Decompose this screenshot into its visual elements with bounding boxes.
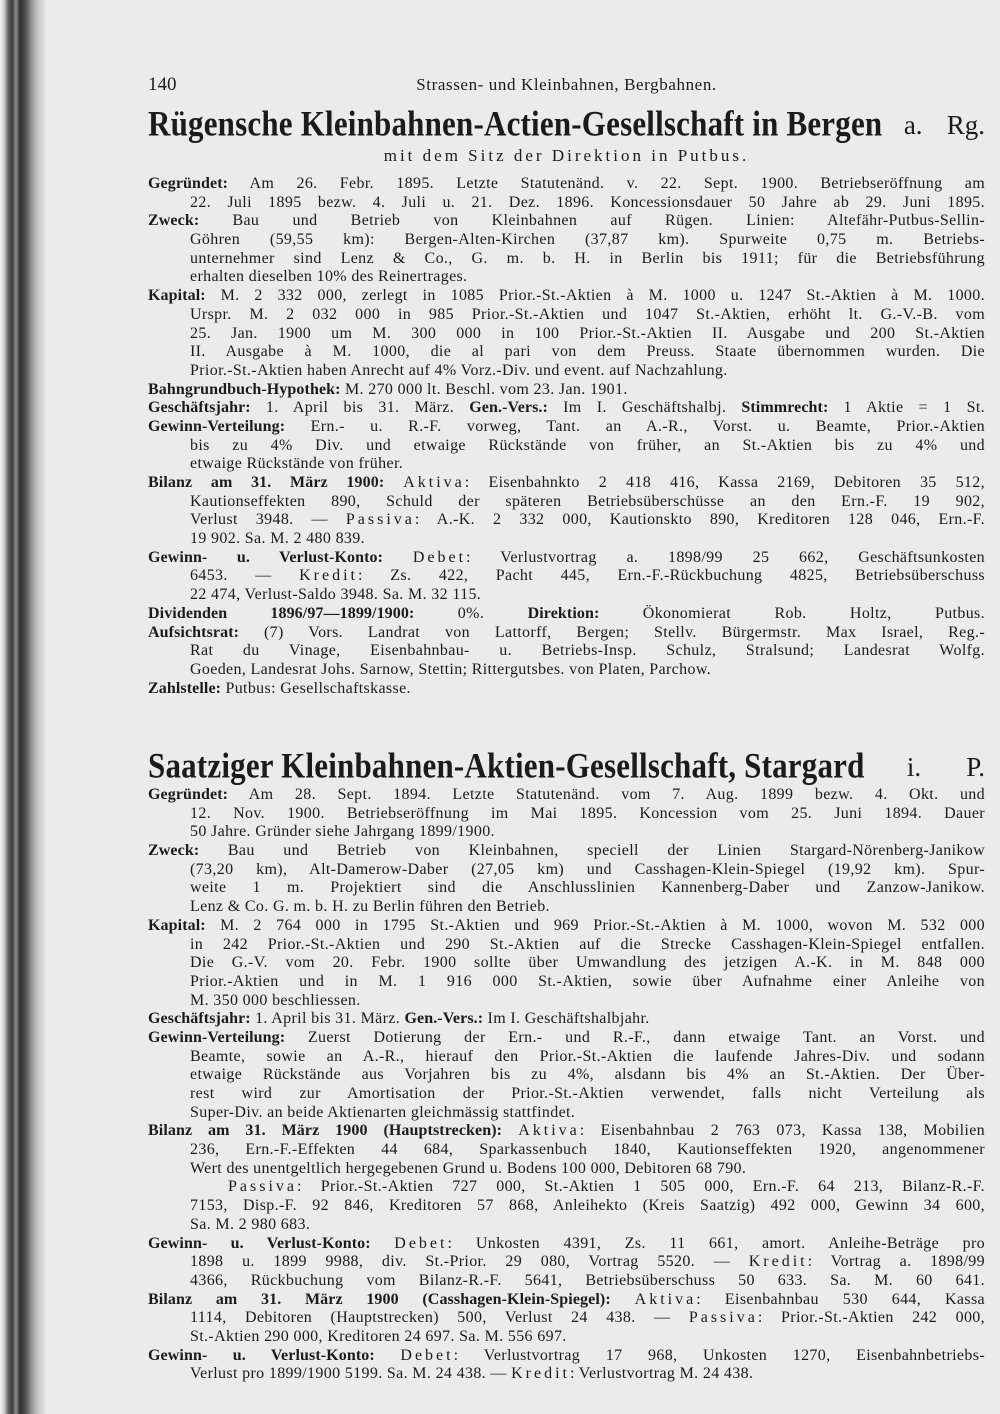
text-line — [148, 1235, 985, 1254]
entry — [148, 549, 985, 605]
entry — [148, 1291, 985, 1347]
text-line — [148, 1010, 985, 1029]
text-line — [148, 1309, 985, 1328]
entry-text — [371, 1235, 395, 1252]
text-line — [148, 1029, 985, 1048]
entry-label: Geschäftsjahr: — [148, 1010, 251, 1028]
entry — [148, 1122, 985, 1178]
section-body-ruegensche — [148, 175, 985, 698]
text-line: Rat du Vinage, Eisenbahnbau- u. Betriebs-Insp. Schulz, Stralsund; Landesrat Wolfg. — [190, 642, 985, 660]
entry — [148, 842, 985, 917]
text-line: etwaige Rückstände von früher. — [190, 455, 404, 473]
entry-label: Dividenden 1896/97—1899/1900: — [148, 604, 415, 622]
entry-text — [611, 1291, 635, 1308]
entry-text: : Eisenbahnbau 2 763 073, Kassa 138, Mobilien — [579, 1122, 985, 1140]
entry-label: Stimmrecht: — [741, 399, 829, 417]
spaced-heading: Passiva — [345, 511, 415, 529]
entry-text — [375, 1347, 401, 1364]
text-line: 25. Jan. 1900 um M. 300 000 in 100 Prior.-St.-Aktien II. Ausgabe und 200 St.-Aktien — [190, 324, 985, 342]
company-name: Rügensche Kleinbahnen-Actien-Gesellschaft in Bergen — [148, 103, 883, 144]
text-line: Beamte, sowie an A.-R., hierauf den Prior.-St.-Aktien die laufende Jahres-Div. und sodann — [190, 1047, 985, 1065]
entry — [148, 381, 985, 400]
text-line — [148, 175, 985, 194]
entry-label: Gen.-Vers.: — [469, 399, 548, 417]
text-line: 50 Jahre. Gründer siehe Jahrgang 1899/1900. — [190, 823, 495, 841]
text-line: II. Ausgabe à M. 1000, die al pari von dem Preuss. Staate übernommen wurden. Die — [190, 343, 985, 361]
entry-text: Ökonomierat Rob. Holtz, Putbus. — [599, 604, 985, 622]
text-line: M. 350 000 beschliessen. — [190, 991, 361, 1009]
text-line — [148, 680, 985, 699]
entry-label: Gewinn-Verteilung: — [148, 1028, 286, 1046]
entry-text: Ern.- u. R.-F. vorweg, Tant. an A.-R., Vorst. u. Beamte, Prior.-Aktien — [285, 417, 985, 435]
entry-label: Zweck: — [148, 842, 200, 860]
text-line: Urspr. M. 2 032 000 in 985 Prior.-St.-Aktien und 1047 St.-Aktien, erhöht lt. G.-V.-B. vom — [190, 305, 985, 323]
spaced-heading: Kredit — [748, 1253, 808, 1271]
entry-label: Bahngrundbuch-Hypothek: — [148, 380, 341, 398]
text-line: 22. Juli 1895 bezw. 4. Juli u. 21. Dez. 1896. Koncessionsdauer 50 Jahre ab 29. Juni 1895. — [190, 193, 985, 211]
entry-text: : Vortrag a. 1898/99 — [807, 1253, 985, 1271]
entry-text: Verlust 3948. — — [190, 511, 346, 529]
text-line: rest wird zur Amortisation der Prior.-St.-Aktien verwendet, falls nicht Verteilung als — [190, 1085, 985, 1102]
text-line: erhalten dieselben 10% des Reinertrages. — [190, 268, 468, 286]
text-line: Sa. M. 2 980 683. — [190, 1215, 311, 1233]
entry-text: Im I. Geschäftshalbjahr. — [483, 1010, 650, 1028]
spaced-heading: Kredit — [299, 567, 358, 585]
spaced-heading: Debet — [394, 1234, 448, 1252]
text-line: weite 1 m. Projektiert sind die Anschlusslinien Kannenberg-Daber und Zanzow-Janikow. — [190, 879, 985, 897]
entry — [148, 175, 985, 212]
text-line — [148, 567, 985, 586]
entry — [148, 624, 985, 680]
text-line: bis zu 4% Div. und etwaige Rückstände von früher, an St.-Aktien bis zu 4% und — [190, 436, 985, 454]
entry-text: : Verlustvortrag M. 24 438. — [569, 1365, 754, 1383]
entry — [148, 917, 985, 1010]
entry — [148, 399, 985, 418]
text-line — [148, 399, 985, 418]
entry-text: 1. April bis 31. März. — [250, 1010, 405, 1028]
entry-text: Zuerst Dotierung der Ern.- und R.-F., dann etwaige Tant. an Vorst. und — [285, 1028, 985, 1046]
entry-label: Bilanz am 31. März 1900 (Casshagen-Klein-Spiegel): — [148, 1290, 611, 1308]
text-line — [148, 1291, 985, 1310]
entry-label: Gewinn- u. Verlust-Konto: — [148, 1346, 375, 1364]
entry-text: 0%. — [414, 604, 528, 622]
page-number: 140 — [148, 74, 177, 95]
entry-label: Gewinn- u. Verlust-Konto: — [148, 548, 384, 566]
entry-text: : Eisenbahnbau 530 644, Kassa — [696, 1290, 985, 1308]
entry-text: Im I. Geschäftshalbj. — [547, 399, 742, 417]
entry-label: Bilanz am 31. März 1900 (Hauptstrecken): — [148, 1122, 503, 1140]
entry-text: : Verlustvortrag a. 1898/99 25 662, Geschäftsunkosten — [466, 548, 985, 566]
text-line: Die G.-V. vom 20. Febr. 1900 sollte über Umwandlung des jetzigen A.-K. in M. 848 000 — [190, 954, 985, 972]
book-binding-edge — [0, 0, 46, 1414]
spaced-heading: Aktiva — [518, 1122, 580, 1140]
running-header — [148, 74, 985, 98]
entry-label: Direktion: — [527, 604, 600, 622]
text-line — [148, 381, 985, 400]
entry-label: Gegründet: — [148, 786, 229, 803]
text-line — [148, 842, 985, 861]
entry-text: : Verlustvortrag 17 968, Unkosten 1270, Eisenbahnbetriebs- — [453, 1346, 985, 1364]
entry — [148, 1010, 985, 1029]
text-line: (73,20 km), Alt-Damerow-Daber (27,05 km) und Casshagen-Klein-Spiegel (19,92 km). Spur- — [190, 860, 985, 878]
text-line: Super-Div. an beide Aktienarten gleichmässig stattfindet. — [190, 1103, 576, 1121]
entry-text: M. 270 000 lt. Beschl. vom 23. Jan. 1901. — [340, 380, 628, 398]
text-line: Kautionseffekten 890, Schuld der späteren Betriebsüberschüsse an den Ern.-F. 19 902, — [190, 492, 985, 510]
text-line: 12. Nov. 1900. Betriebseröffnung im Mai 1895. Koncession vom 25. Juni 1894. Dauer — [190, 804, 985, 822]
text-line: St.-Aktien 290 000, Kreditoren 24 697. Sa. M. 556 697. — [190, 1327, 567, 1345]
text-line — [148, 212, 985, 231]
entry-text: Verlust pro 1899/1900 5199. Sa. M. 24 438. — — [190, 1365, 512, 1383]
spaced-heading: Passiva — [688, 1309, 758, 1327]
company-name: Saatziger Kleinbahnen-Aktien-Gesellschaft, Stargard — [148, 745, 865, 786]
entry-text: 1. April bis 31. März. — [250, 399, 470, 417]
entry-text: : Unkosten 4391, Zs. 11 661, amort. Anleihe-Beträge pro — [447, 1234, 986, 1252]
entry-text: : Eisenbahnkto 2 418 416, Kassa 2169, Debitoren 35 512, — [464, 474, 985, 491]
entry-label: Kapital: — [148, 916, 206, 934]
entry-text: Bau und Betrieb von Kleinbahnen auf Rügen. Linien: Altefähr-Putbus-Sellin- — [199, 212, 985, 230]
text-line: 19 902. Sa. M. 2 480 839. — [190, 530, 365, 548]
text-line: Prior.-St.-Aktien haben Anrecht auf 4% Vorz.-Div. und event. auf Nachzahlung. — [190, 361, 728, 379]
entry — [148, 786, 985, 842]
entry-text: Bau und Betrieb von Kleinbahnen, speciell der Linien Stargard-Nörenberg-Janikow — [199, 842, 985, 860]
section-subtitle: mit dem Sitz der Direktion in Putbus. — [383, 146, 750, 165]
entry-label: Gen.-Vers.: — [404, 1010, 484, 1028]
entry — [148, 680, 985, 699]
text-line — [148, 474, 985, 493]
text-line: 22 474, Verlust-Saldo 3948. Sa. M. 32 115. — [190, 586, 482, 604]
entry-text — [502, 1122, 518, 1139]
entry-label: Gegründet: — [148, 175, 229, 192]
entry-label: Geschäftsjahr: — [148, 399, 251, 417]
text-line — [148, 549, 985, 568]
spaced-heading: Passiva — [228, 1178, 297, 1196]
text-line: etwaige Rückstände aus Vorjahren bis zu 4%, alsdann bis 4% an St.-Aktien. Der Über- — [190, 1066, 985, 1084]
spaced-heading: Kredit — [511, 1365, 570, 1383]
entry-text: Putbus: Gesellschaftskasse. — [221, 679, 411, 697]
text-line: 236, Ern.-F.-Effekten 44 684, Sparkassenbuch 1840, Kautionseffekten 1920, angenommener — [190, 1141, 985, 1159]
entry-text: : A.-K. 2 332 000, Kautionskto 890, Kreditoren 128 046, Ern.-F. — [414, 511, 986, 529]
entry — [148, 418, 985, 474]
entry-text — [384, 474, 403, 491]
entry-text: : Prior.-St.-Aktien 727 000, St.-Aktien 1 505 000, Ern.-F. 64 213, Bilanz-R.-F. — [297, 1178, 985, 1196]
entry-label: Bilanz am 31. März 1900: — [148, 474, 385, 491]
section-title-saatziger — [148, 745, 986, 786]
text-line — [148, 1178, 985, 1197]
entry-text: (7) Vors. Landrat von Lattorff, Bergen; Stellv. Bürgermstr. Max Israel, Reg.- — [239, 623, 985, 641]
entry-label: Gewinn- u. Verlust-Konto: — [148, 1234, 371, 1252]
entry-text: M. 2 764 000 in 1795 St.-Aktien und 969 Prior.-St.-Aktien à M. 1000, wovon M. 532 000 — [205, 916, 985, 934]
entry-label: Zweck: — [148, 212, 200, 230]
entry-text: Am 28. Sept. 1894. Letzte Statutenänd. vom 7. Aug. 1899 bezw. 4. Okt. und — [228, 786, 985, 803]
text-line — [148, 1122, 985, 1141]
entry — [148, 212, 985, 287]
entry — [148, 1347, 985, 1384]
text-line: Prior.-Aktien und in M. 1 916 000 St.-Aktien, sowie über Aufnahme einer Anleihe von — [190, 972, 985, 990]
entry-text: Am 26. Febr. 1895. Letzte Statutenänd. v. 22. Sept. 1900. Betriebseröffnung am — [228, 175, 985, 192]
company-location-suffix: i. P. — [906, 752, 986, 782]
entry-text: 1898 u. 1899 9988, div. St.-Prior. 29 080, Vortrag 5520. — — [190, 1253, 749, 1271]
spaced-heading: Aktiva — [634, 1290, 697, 1308]
text-line — [148, 605, 985, 624]
text-line — [148, 511, 985, 530]
text-line — [148, 786, 985, 805]
text-line: Lenz & Co. G. m. b. H. zu Berlin führen den Betrieb. — [190, 898, 550, 916]
text-line: Goeden, Landesrat Johs. Sarnow, Stettin; Rittergutsbes. von Platen, Parchow. — [190, 660, 712, 678]
text-line — [148, 1253, 985, 1272]
entry-label: Kapital: — [148, 287, 206, 305]
text-line: in 242 Prior.-St.-Aktien und 290 St.-Aktien auf die Strecke Casshagen-Klein-Spiegel entfallen. — [190, 935, 985, 953]
entry-text: : Prior.-St.-Aktien 242 000, — [757, 1309, 985, 1327]
text-line — [148, 287, 985, 306]
text-line — [148, 917, 985, 936]
section-title-ruegensche — [148, 103, 985, 144]
text-line: 7153, Disp.-F. 92 846, Kreditoren 57 868, Anleihekto (Kreis Saatzig) 492 000, Gewinn 34 600, — [190, 1197, 985, 1215]
entry-text: M. 2 332 000, zerlegt in 1085 Prior.-St.-Aktien à M. 1000 u. 1247 St.-Aktien à M. 1000. — [205, 287, 985, 305]
entry-label: Aufsichtsrat: — [148, 623, 240, 641]
text-line: Wert des unentgeltlich hergegebenen Grund u. Bodens 100 000, Debitoren 68 790. — [190, 1159, 747, 1177]
entry — [148, 287, 985, 380]
entry-text: 6453. — — [190, 567, 300, 585]
company-location-suffix: a. Rg. — [903, 110, 985, 140]
section-body-saatziger — [148, 786, 985, 1384]
entry-text: : Zs. 422, Pacht 445, Ern.-F.-Rückbuchung 4825, Betriebsüberschuss — [358, 567, 985, 585]
entry-label: Gewinn-Verteilung: — [148, 417, 286, 435]
entry — [148, 1029, 985, 1122]
spaced-heading: Aktiva — [403, 474, 465, 491]
text-line — [148, 624, 985, 643]
entry — [148, 1235, 985, 1291]
text-line — [148, 1365, 985, 1384]
spaced-heading: Debet — [400, 1346, 454, 1364]
text-line: Göhren (59,55 km): Bergen-Alten-Kirchen (37,87 km). Spurweite 0,75 m. Betriebs- — [190, 231, 985, 249]
entry-text — [383, 549, 413, 566]
entry-label: Zahlstelle: — [148, 679, 222, 697]
entry — [148, 1178, 985, 1234]
running-title: Strassen- und Kleinbahnen, Bergbahnen. — [416, 75, 717, 94]
text-line — [148, 1347, 985, 1366]
spaced-heading: Debet — [412, 548, 467, 566]
entry-text: 1114, Debitoren (Hauptstrecken) 500, Verlust 24 438. — — [190, 1309, 689, 1327]
entry — [148, 605, 985, 624]
entry-text: 1 Aktie = 1 St. — [828, 399, 985, 417]
entry — [148, 474, 985, 549]
text-line: unternehmer sind Lenz & Co., G. m. b. H. in Berlin bis 1911; für die Betriebsführung — [190, 249, 985, 267]
text-line — [148, 418, 985, 437]
text-line: 4366, Rückbuchung vom Bilanz-R.-F. 5641, Betriebsüberschuss 50 633. Sa. M. 60 641. — [190, 1271, 985, 1289]
